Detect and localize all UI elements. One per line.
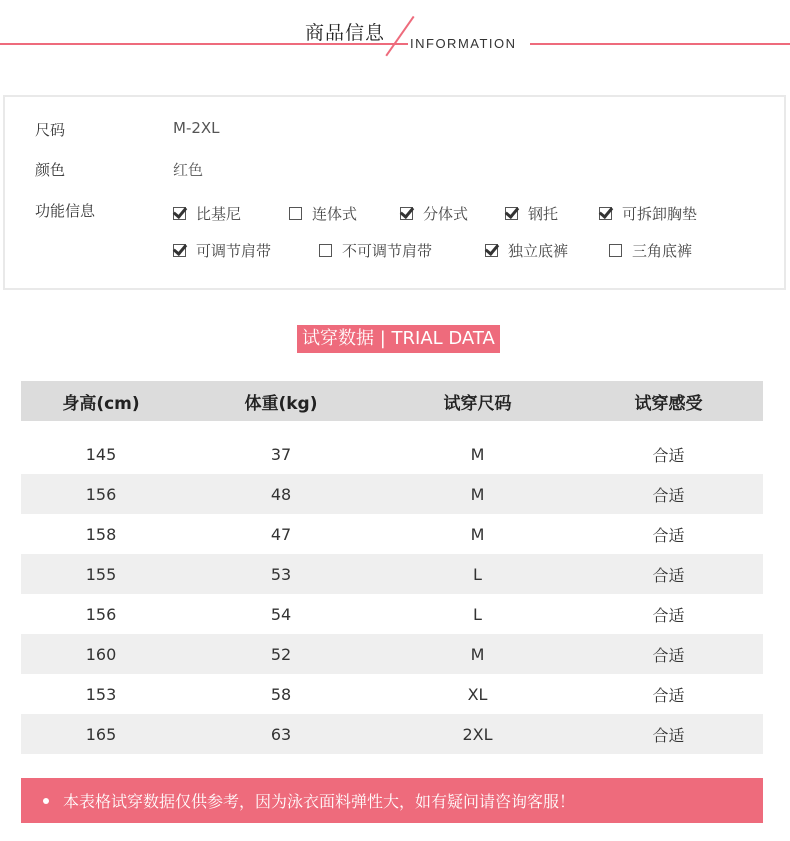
cell-size: M bbox=[470, 524, 485, 544]
cell-fit: 合适 bbox=[652, 685, 685, 705]
feature-label: 可调节肩带 bbox=[196, 242, 272, 260]
cell-weight: 47 bbox=[270, 524, 292, 544]
checkbox-icon bbox=[609, 244, 622, 257]
cell-size: XL bbox=[467, 684, 488, 704]
section-header bbox=[0, 0, 790, 70]
cell-fit: 合适 bbox=[652, 445, 685, 465]
table-row bbox=[21, 474, 763, 514]
column-header-size: 试穿尺码 bbox=[443, 393, 512, 414]
feature-adjustable-straps bbox=[173, 240, 271, 261]
cell-size: M bbox=[470, 644, 485, 664]
feature-split bbox=[400, 203, 468, 224]
cell-weight: 48 bbox=[270, 484, 292, 504]
cell-size: 2XL bbox=[462, 724, 493, 744]
cell-height: 158 bbox=[85, 524, 117, 544]
checkbox-icon bbox=[400, 207, 413, 220]
table-header bbox=[21, 381, 763, 421]
color-label: 颜色 bbox=[35, 161, 66, 179]
column-header-weight: 体重(kg) bbox=[244, 393, 318, 414]
trial-data-table bbox=[21, 381, 763, 754]
feature-label: 比基尼 bbox=[196, 205, 242, 223]
table-body bbox=[21, 434, 763, 754]
checkbox-icon bbox=[173, 207, 186, 220]
disclaimer-text: 本表格试穿数据仅供参考，因为泳衣面料弹性大，如有疑问请咨询客服！ bbox=[63, 792, 576, 811]
cell-weight: 63 bbox=[270, 724, 292, 744]
cell-weight: 58 bbox=[270, 684, 292, 704]
cell-height: 156 bbox=[85, 604, 117, 624]
feature-one-piece bbox=[289, 203, 357, 224]
size-label: 尺码 bbox=[35, 121, 66, 139]
checkbox-icon bbox=[289, 207, 302, 220]
table-row bbox=[21, 674, 763, 714]
feature-label: 分体式 bbox=[423, 205, 469, 223]
cell-size: M bbox=[470, 484, 485, 504]
feature-label: 三角底裤 bbox=[632, 242, 693, 260]
feature-label: 连体式 bbox=[312, 205, 358, 223]
cell-fit: 合适 bbox=[652, 485, 685, 505]
disclaimer-note bbox=[21, 778, 763, 823]
cell-weight: 53 bbox=[270, 564, 292, 584]
checkbox-icon bbox=[485, 244, 498, 257]
cell-height: 165 bbox=[85, 724, 117, 744]
cell-size: L bbox=[473, 604, 482, 624]
feature-separate-bottoms bbox=[485, 240, 568, 261]
cell-weight: 52 bbox=[270, 644, 292, 664]
cell-fit: 合适 bbox=[652, 725, 685, 745]
cell-fit: 合适 bbox=[652, 525, 685, 545]
cell-fit: 合适 bbox=[652, 565, 685, 585]
header-title-cn: 商品信息 bbox=[305, 22, 386, 44]
product-info-box bbox=[3, 95, 786, 290]
feature-underwire bbox=[505, 203, 558, 224]
feature-label: 可拆卸胸垫 bbox=[622, 205, 698, 223]
cell-height: 160 bbox=[85, 644, 117, 664]
feature-label: 独立底裤 bbox=[508, 242, 569, 260]
cell-height: 145 bbox=[85, 444, 117, 464]
table-row bbox=[21, 514, 763, 554]
cell-weight: 54 bbox=[270, 604, 292, 624]
feature-removable-pads bbox=[599, 203, 697, 224]
features-label: 功能信息 bbox=[35, 202, 96, 220]
table-row bbox=[21, 554, 763, 594]
trial-data-title: 试穿数据 | TRIAL DATA bbox=[297, 325, 500, 353]
cell-size: M bbox=[470, 444, 485, 464]
color-value: 红色 bbox=[173, 161, 204, 179]
bullet-icon bbox=[43, 798, 49, 804]
table-row bbox=[21, 434, 763, 474]
cell-size: L bbox=[473, 564, 482, 584]
cell-fit: 合适 bbox=[652, 605, 685, 625]
column-header-fit: 试穿感受 bbox=[634, 393, 703, 414]
cell-weight: 37 bbox=[270, 444, 292, 464]
cell-height: 155 bbox=[85, 564, 117, 584]
checkbox-icon bbox=[599, 207, 612, 220]
cell-height: 156 bbox=[85, 484, 117, 504]
cell-fit: 合适 bbox=[652, 645, 685, 665]
feature-bikini bbox=[173, 203, 241, 224]
column-header-height: 身高(cm) bbox=[62, 393, 140, 414]
feature-label: 钢托 bbox=[528, 205, 559, 223]
header-divider-right bbox=[530, 43, 790, 45]
size-value: M-2XL bbox=[173, 119, 220, 137]
feature-triangle-bottoms bbox=[609, 240, 692, 261]
table-row bbox=[21, 634, 763, 674]
checkbox-icon bbox=[505, 207, 518, 220]
table-row bbox=[21, 714, 763, 754]
cell-height: 153 bbox=[85, 684, 117, 704]
header-title-en: INFORMATION bbox=[410, 36, 517, 51]
table-row bbox=[21, 594, 763, 634]
checkbox-icon bbox=[173, 244, 186, 257]
feature-non-adjustable-straps bbox=[319, 240, 432, 261]
feature-label: 不可调节肩带 bbox=[342, 242, 433, 260]
checkbox-icon bbox=[319, 244, 332, 257]
